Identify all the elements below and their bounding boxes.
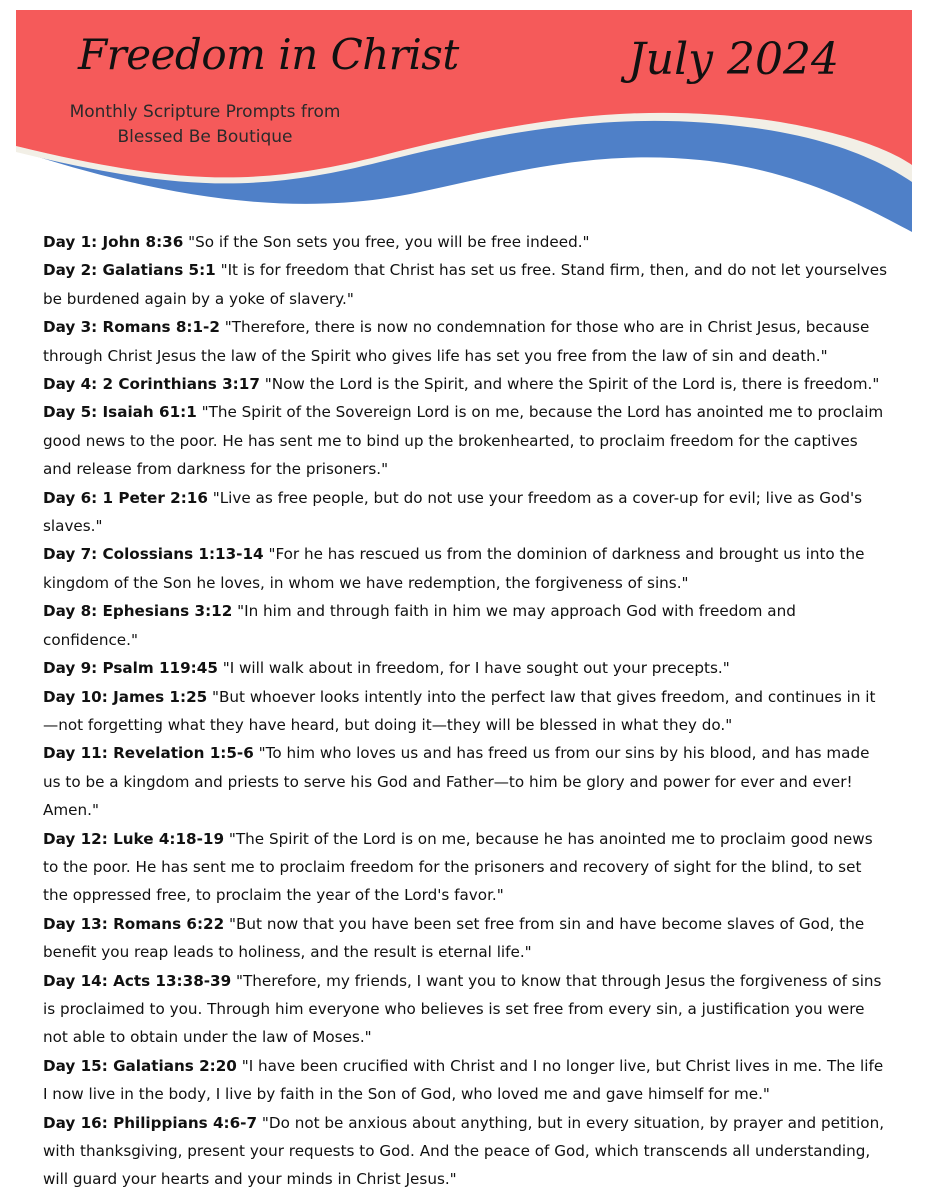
scripture-reference: Day 13: Romans 6:22 (43, 914, 225, 933)
scripture-reference: Day 4: 2 Corinthians 3:17 (43, 375, 260, 394)
scripture-text: "Therefore, there is now no condemnation for those who are in Christ Jesus, because through Christ Jesus the law of the Spirit who gives life has set you free from the law of sin and death." (43, 318, 870, 365)
scripture-text: "The Spirit of the Sovereign Lord is on me, because the Lord has anointed me to proclaim good news to the poor. He has sent me to bind up the brokenhearted, to proclaim freedom for the captives and release from darkness for the prisoners." (43, 403, 884, 479)
scripture-reference: Day 9: Psalm 119:45 (43, 659, 218, 678)
scripture-reference: Day 15: Galatians 2:20 (43, 1056, 237, 1075)
scripture-reference: Day 16: Philippians 4:6-7 (43, 1113, 258, 1132)
scripture-text: "I have been crucified with Christ and I no longer live, but Christ lives in me. The life I now live in the body, I live by faith in the Son of God, who loved me and gave himself for me." (43, 1056, 884, 1104)
scripture-text: "For he has rescued us from the dominion of darkness and brought us into the kingdom of the Son he loves, in whom we have redemption, the forgiveness of sins." (43, 545, 865, 592)
scripture-text: "Now the Lord is the Spirit, and where the Spirit of the Lord is, there is freedom." (259, 375, 880, 394)
scripture-entry (43, 484, 888, 541)
scripture-reference: Day 2: Galatians 5:1 (43, 261, 216, 280)
scripture-text: "To him who loves us and has freed us from our sins by his blood, and has made us to be a kingdom and priests to serve his God and Father—to him be glory and power for ever and ever! Amen." (43, 744, 870, 820)
scripture-reference: Day 7: Colossians 1:13-14 (43, 545, 264, 564)
scripture-reference: Day 12: Luke 4:18-19 (43, 829, 225, 848)
scripture-entry (43, 597, 888, 654)
scripture-text: "But now that you have been set free from sin and have become slaves of God, the benefit you reap leads to holiness, and the result is eternal life." (43, 914, 865, 962)
scripture-reference: Day 14: Acts 13:38-39 (43, 971, 232, 990)
header-banner (0, 0, 927, 240)
scripture-list (43, 228, 888, 1194)
scripture-reference: Day 11: Revelation 1:5-6 (43, 744, 254, 763)
subtitle-line-2: Blessed Be Boutique (117, 127, 293, 147)
scripture-entry (43, 398, 888, 483)
scripture-entry (43, 825, 888, 910)
scripture-text: "Do not be anxious about anything, but in every situation, by prayer and petition, with thanksgiving, present your requests to God. And the peace of God, which transcends all understanding, will guard your hearts and your minds in Christ Jesus." (43, 1113, 885, 1189)
scripture-entry (43, 654, 888, 682)
scripture-entry (43, 228, 888, 256)
scripture-text: "In him and through faith in him we may approach God with freedom and confidence." (43, 602, 796, 649)
scripture-entry (43, 256, 888, 313)
scripture-reference: Day 10: James 1:25 (43, 687, 208, 706)
scripture-entry (43, 1109, 888, 1194)
scripture-reference: Day 5: Isaiah 61:1 (43, 403, 197, 422)
scripture-entry (43, 540, 888, 597)
scripture-entry (43, 739, 888, 824)
scripture-entry (43, 313, 888, 370)
scripture-entry (43, 683, 888, 740)
scripture-text: "But whoever looks intently into the perfect law that gives freedom, and continues in it—not forgetting what they have heard, but doing it—they will be blessed in what they do." (43, 687, 876, 734)
scripture-entry (43, 1052, 888, 1109)
scripture-text: "Therefore, my friends, I want you to know that through Jesus the forgiveness of sins is proclaimed to you. Through him everyone who believes is set free from every sin, a justification you were not able to obtain under the law of Moses." (43, 971, 882, 1047)
subtitle (50, 100, 360, 150)
scripture-reference: Day 1: John 8:36 (43, 233, 184, 251)
scripture-entry (43, 967, 888, 1052)
scripture-reference: Day 3: Romans 8:1-2 (43, 318, 220, 337)
scripture-entry (43, 910, 888, 967)
scripture-entry (43, 370, 888, 398)
scripture-text: "So if the Son sets you free, you will be free indeed." (183, 233, 590, 251)
scripture-reference: Day 8: Ephesians 3:12 (43, 602, 233, 621)
month-label: July 2024 (628, 34, 839, 85)
scripture-reference: Day 6: 1 Peter 2:16 (43, 488, 208, 507)
scripture-text: "It is for freedom that Christ has set us free. Stand firm, then, and do not let yourselves be burdened again by a yoke of slavery." (43, 261, 888, 308)
scripture-text: "I will walk about in freedom, for I have sought out your precepts." (217, 659, 730, 678)
scripture-text: "Live as free people, but do not use your freedom as a cover-up for evil; live as God's slaves." (43, 488, 863, 536)
page-title: Freedom in Christ (78, 30, 459, 79)
subtitle-line-1: Monthly Scripture Prompts from (69, 102, 341, 122)
scripture-text: "The Spirit of the Lord is on me, because he has anointed me to proclaim good news to the poor. He has sent me to proclaim freedom for the prisoners and recovery of sight for the blind, to set the oppressed free, to proclaim the year of the Lord's favor." (43, 829, 873, 905)
